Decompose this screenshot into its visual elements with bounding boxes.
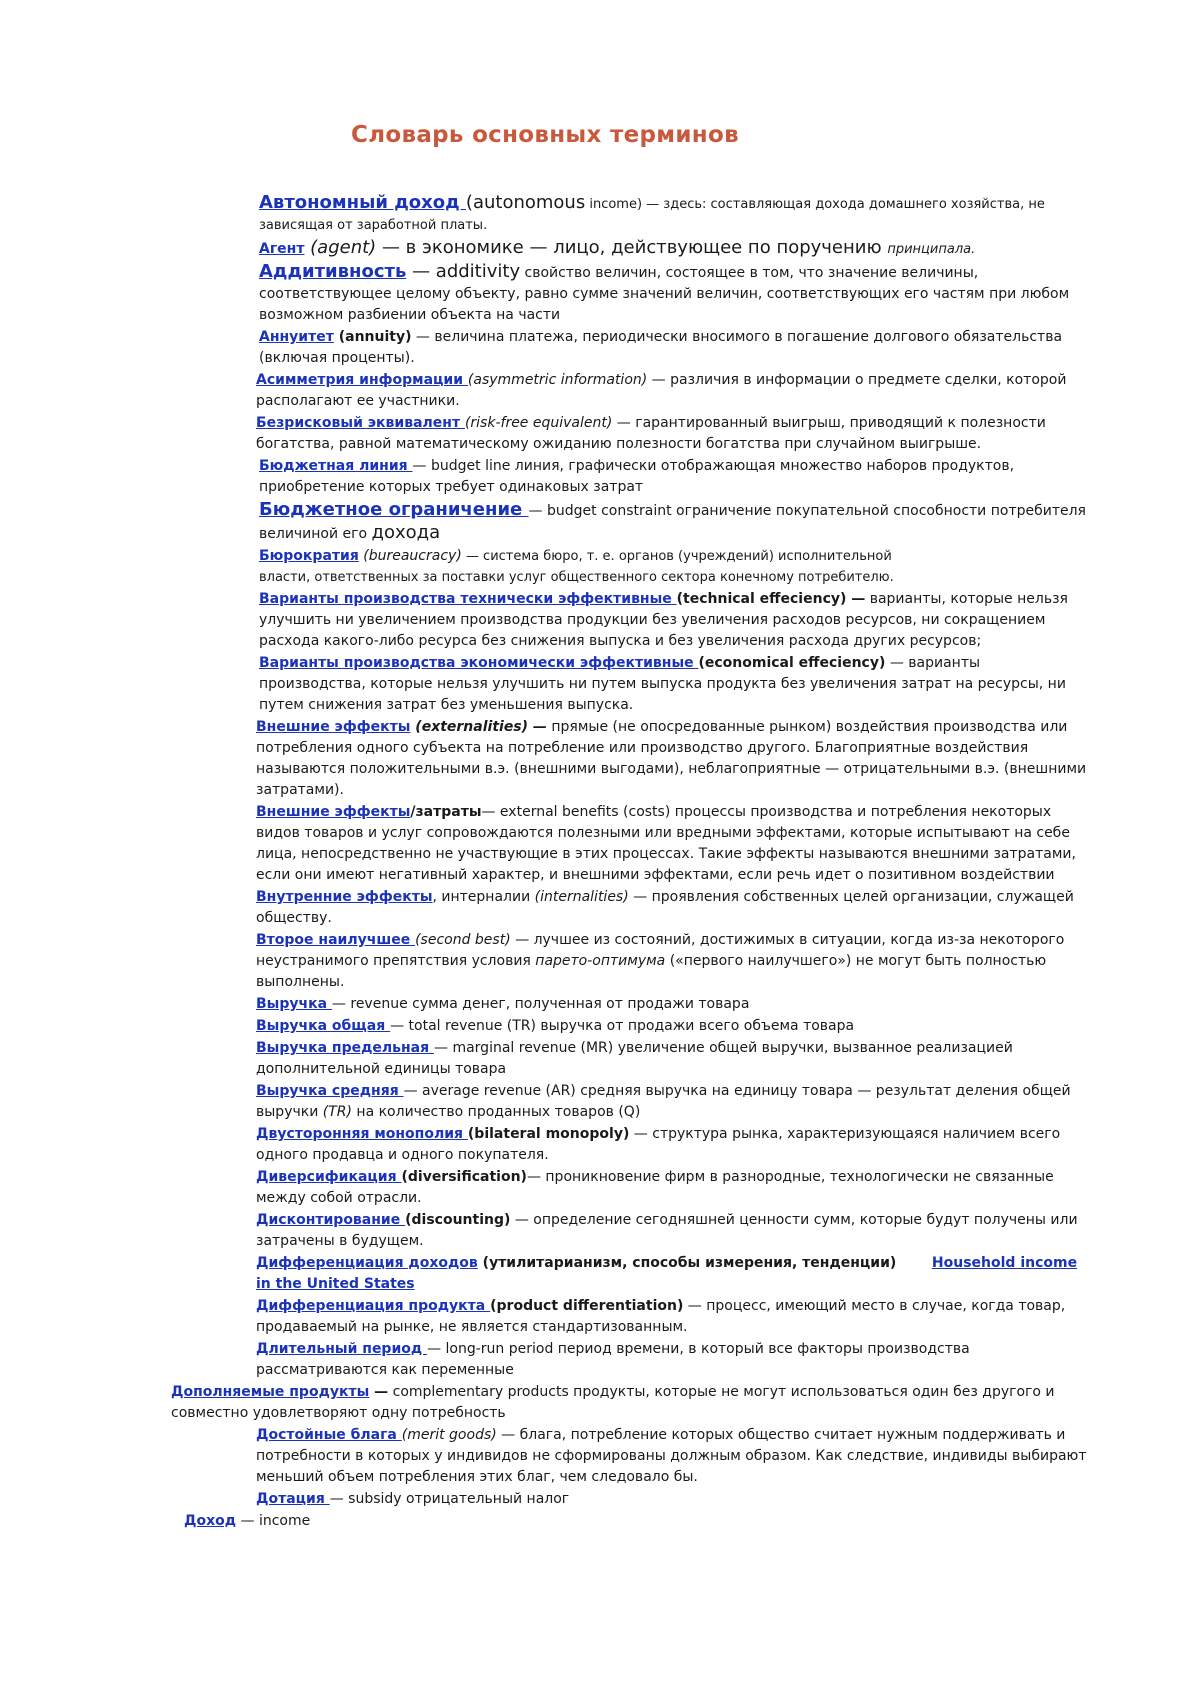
entry-text: (economical effeciency) (698, 655, 886, 671)
entry-text: — external benefits (costs) процессы производства и потребления некоторых видов товаров и услуг сопровождаются полезными или вредными эффектами, которые испытывают на себе лица, непосредственно не участвующие в этих процессах. Такие эффекты называются внешними затратами, если они имеют негативный характер, и внешними эффектами, если речь идет о позитивном воздействии (256, 804, 1076, 883)
glossary-entry (0, 994, 1190, 1015)
entry-text: (merit goods) (401, 1427, 497, 1443)
term-link[interactable]: Асимметрия информации (256, 372, 468, 388)
entry-text: — блага, потребление которых общество считает нужным поддерживать и потребности в которых у индивидов не сформированы должным образом. Как следствие, индивиды выбирают меньший объем потребления этих благ, чем следовало бы. (256, 1427, 1087, 1485)
entry-text: (discounting) (405, 1212, 511, 1228)
entry-text: на количество проданных товаров (Q) (351, 1104, 641, 1120)
glossary-entry (0, 887, 1190, 929)
term-link[interactable]: Доход (184, 1513, 237, 1529)
entry-text: — система бюро, т. е. органов (учреждений) исполнительной (461, 549, 892, 564)
glossary-entry (0, 327, 1190, 369)
term-link[interactable]: Бюджетное ограничение (259, 499, 529, 520)
term-link[interactable]: Выручка предельная (256, 1040, 434, 1056)
entry-text: (technical effeciency) — (676, 591, 866, 607)
entry-text: (risk-free equivalent) (464, 415, 613, 431)
glossary-entry (0, 1016, 1190, 1037)
glossary-entry (0, 653, 1190, 716)
glossary-entry (0, 499, 1190, 545)
glossary-entry (0, 717, 1190, 801)
entry-text: власти, ответственных за поставки услуг общественного сектора конечному потребителю. (259, 570, 894, 585)
glossary-entry (0, 1425, 1190, 1488)
glossary-entry (0, 1296, 1190, 1338)
term-link[interactable]: Второе наилучшее (256, 932, 416, 948)
entry-text: — budget line линия, графически отображающая множество наборов продуктов, приобретение которых требует одинаковых затрат (259, 458, 1015, 495)
entry-text: — здесь: составляющая дохода домашнего хозяйства, не зависящая от заработной платы. (259, 197, 1045, 233)
glossary-entry (0, 1382, 1190, 1424)
entry-text: — long-run period период времени, в который все факторы производства рассматриваются как переменные (256, 1341, 970, 1378)
entry-text: — total revenue (TR) выручка от продажи всего объема товара (390, 1018, 855, 1034)
glossary-entry (0, 237, 1190, 260)
term-link[interactable]: Агент (259, 241, 305, 257)
glossary-entry (0, 1038, 1190, 1080)
glossary-entry (0, 1511, 1190, 1532)
entry-text: (second best) (415, 932, 511, 948)
entry-text: /затраты (410, 804, 482, 820)
entry-text: — (369, 1384, 389, 1400)
entry-text: — проявления собственных целей организации, служащей обществу. (256, 889, 1074, 926)
glossary-entry (0, 370, 1190, 412)
entry-text: (bilateral monopoly) (467, 1126, 630, 1142)
entry-text: (bureaucracy) (358, 548, 462, 564)
glossary-entry (0, 1339, 1190, 1381)
glossary-entry (0, 1253, 1190, 1295)
entry-text: — величина платежа, периодически вносимого в погашение долгового обязательства (включая проценты). (259, 329, 1063, 366)
entry-text: — marginal revenue (MR) увеличение общей выручки, вызванное реализацией дополнительной единицы товара (256, 1040, 1013, 1077)
entry-text: (externalities) — (410, 719, 547, 735)
glossary-entry (0, 1210, 1190, 1252)
entry-text: варианты, которые нельзя улучшить ни увеличением производства продукции без увеличения расходов ресурсов, ни сокращением расхода какого-либо ресурса без снижения выпуска и без увеличения расхода других ресурсов; (259, 591, 1068, 649)
entry-text: — budget constraint ограничение покупательной способности потребителя величиной его (259, 503, 1086, 542)
entry-text: (diversification) (401, 1169, 527, 1185)
entry-text: (internalities) (534, 889, 629, 905)
entry-text: — процесс, имеющий место в случае, когда товар, продаваемый на рынке, не является стандартизованным. (256, 1298, 1066, 1335)
entry-text: — revenue сумма денег, полученная от продажи товара (331, 996, 750, 1012)
entry-text: — варианты производства, которые нельзя улучшить ни путем выпуска продукта без увеличения затрат на ресурсы, ни путем снижения затрат без уменьшения выпуска. (259, 655, 1066, 713)
entry-text: свойство величин, состоящее в том, что значение величины, соответствующее целому объекту, равно сумме значений величин, соответствующих его частям при любом возможном разбиении объекта на части (259, 265, 1070, 323)
term-link[interactable]: Аддитивность (259, 261, 407, 282)
glossary-entry (0, 589, 1190, 652)
term-link[interactable]: Дотация (256, 1491, 330, 1507)
entry-text: прямые (не опосредованные рынком) воздействия производства или потребления одного субъекта на потребление или производство другого. Благоприятные воздействия называются положительными в.э. (внешними выгодами), неблагоприятные — отрицательными в.э. (внешними затратами). (256, 719, 1087, 798)
entry-text: — различия в информации о предмете сделки, которой располагают ее участники. (256, 372, 1067, 409)
entry-text: — проникновение фирм в разнородные, технологически не связанные между собой отрасли. (256, 1169, 1054, 1206)
glossary-entry (0, 456, 1190, 498)
entry-text: (agent) (304, 237, 377, 258)
entry-text: — структура рынка, характеризующаяся наличием всего одного продавца и одного покупателя. (256, 1126, 1061, 1163)
glossary-entry (0, 930, 1190, 993)
term-link[interactable]: Бюрократия (259, 548, 359, 564)
term-link[interactable]: Диверсификация (256, 1169, 402, 1185)
entry-text: (autonomous (465, 192, 586, 213)
glossary-entry (0, 413, 1190, 455)
entry-text: (annuity) (333, 329, 412, 345)
term-link[interactable]: Аннуитет (259, 329, 334, 345)
entry-text: — лучшее из состояний, достижимых в ситуации, когда из-за некоторого неустранимого препятствия условия (256, 932, 1065, 969)
entry-text: — average revenue (AR) средняя выручка на единицу товара — результат деления общей выручки (256, 1083, 1071, 1120)
entry-text: — гарантированный выигрыш, приводящий к полезности богатства, равной математическому ожиданию полезности богатства при случайном выигрыше. (256, 415, 1046, 452)
household-income-link[interactable]: Household income in the United States (256, 1255, 1078, 1292)
term-link[interactable]: Внутренние эффекты (256, 889, 433, 905)
glossary-entry (0, 261, 1190, 326)
entry-text: («первого наилучшего») не могут быть полностью выполнены. (256, 953, 1047, 990)
glossary-entry (0, 1489, 1190, 1510)
term-link[interactable]: Внешние эффекты (256, 719, 411, 735)
entry-text: complementary products продукты, которые не могут использоваться один без другого и совместно удовлетворяют одну потребность (171, 1384, 1055, 1421)
page-title: Словарь основных терминов (351, 122, 739, 148)
glossary-entry (0, 1081, 1190, 1123)
glossary-entry (0, 802, 1190, 886)
entry-text: (TR) (322, 1104, 352, 1120)
glossary-entry (0, 1167, 1190, 1209)
term-link[interactable]: Дифференциация доходов (256, 1255, 478, 1271)
term-link[interactable]: Длительный период (256, 1341, 428, 1357)
entry-text: (product differentiation) (490, 1298, 684, 1314)
entry-text: — additivity (406, 261, 521, 282)
entry-text: парето-оптимума (535, 953, 666, 969)
glossary-list (0, 192, 1190, 1533)
glossary-entry (0, 192, 1190, 236)
term-link[interactable]: Безрисковый эквивалент (256, 415, 465, 431)
entry-text: , интерналии (432, 889, 535, 905)
term-link[interactable]: Дополняемые продукты (171, 1384, 370, 1400)
entry-text: — subsidy отрицательный налог (329, 1491, 570, 1507)
term-link[interactable]: Выручка средняя (256, 1083, 404, 1099)
term-link[interactable]: Варианты производства экономически эффективные (259, 655, 699, 671)
term-link[interactable]: Дифференциация продукта (256, 1298, 491, 1314)
term-link[interactable]: Двусторонняя монополия (256, 1126, 468, 1142)
term-link[interactable]: Варианты производства технически эффективные (259, 591, 677, 607)
term-link[interactable]: Дисконтирование (256, 1212, 406, 1228)
term-link[interactable]: Выручка общая (256, 1018, 391, 1034)
entry-text: income) (585, 197, 643, 212)
glossary-entry (0, 546, 1190, 588)
term-link[interactable]: Внешние эффекты (256, 804, 411, 820)
entry-text: (asymmetric information) (467, 372, 648, 388)
term-link[interactable]: Выручка (256, 996, 332, 1012)
term-link[interactable]: Достойные блага (256, 1427, 402, 1443)
entry-text: принципала. (887, 242, 976, 257)
term-link[interactable]: Бюджетная линия (259, 458, 413, 474)
entry-text: — определение сегодняшней ценности сумм, которые будут получены или затрачены в будущем. (256, 1212, 1078, 1249)
term-link[interactable]: Автономный доход (259, 192, 466, 213)
glossary-entry (0, 1124, 1190, 1166)
entry-text: (утилитарианизм, способы измерения, тенденции) (477, 1255, 897, 1271)
entry-text: — income (236, 1513, 311, 1529)
entry-text: — в экономике — лицо, действующее по поручению (376, 237, 888, 258)
entry-text: дохода (371, 522, 441, 543)
